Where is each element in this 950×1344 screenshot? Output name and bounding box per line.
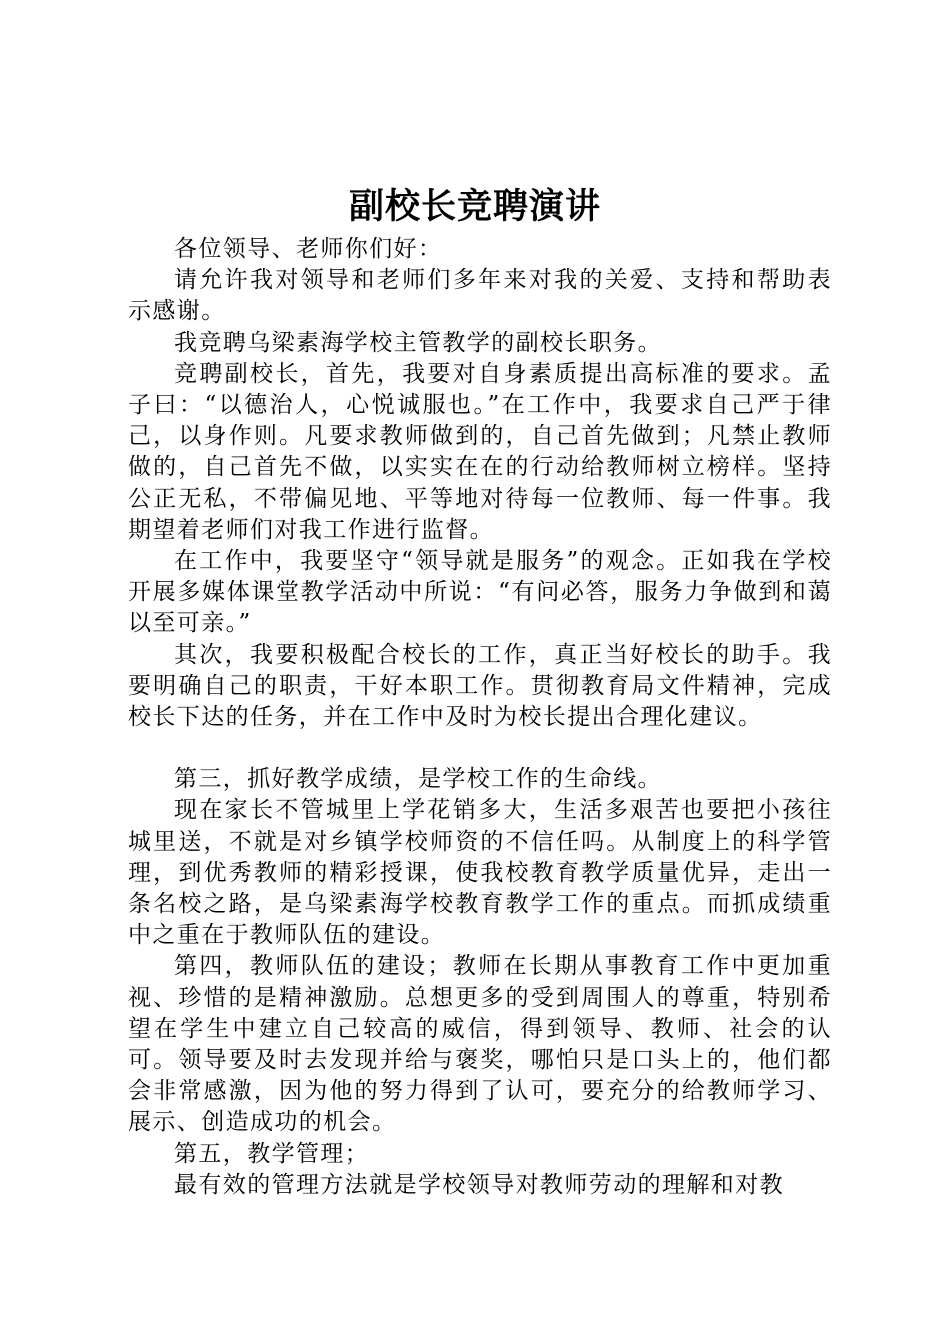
paragraph-management: 最有效的管理方法就是学校领导对教师劳动的理解和对教 (174, 1171, 784, 1198)
paragraph-position: 我竞聘乌梁素海学校主管教学的副校长职务。 (174, 329, 662, 356)
paragraph-thanks: 请允许我对领导和老师们多年来对我的关爱、支持和帮助表示感谢。 (128, 267, 832, 325)
paragraph-teaching-quality: 现在家长不管城里上学花销多大，生活多艰苦也要把小孩往城里送，不就是对乡镇学校师资的不信任吗。从制度上的科学管理，到优秀教师的精彩授课，使我校教育教学质量优异，走出一条名校之路，是乌梁素海学校教育教学工作的重点。而抓成绩重中之重在于教师队伍的建设。 (128, 797, 832, 949)
paragraph-fifth-point: 第五，教学管理； (174, 1140, 370, 1167)
paragraph-first-point: 竞聘副校长，首先，我要对自身素质提出高标准的要求。孟子曰：“以德治人，心悦诚服也。”在工作中，我要求自己严于律己，以身作则。凡要求教师做到的，自己首先做到；凡禁止教师做的，自己首先不做，以实实在在的行动给教师树立榜样。坚持公正无私，不带偏见地、平等地对待每一位教师、每一件事。我期望着老师们对我工作进行监督。 (128, 360, 832, 543)
paragraph-greeting: 各位领导、老师你们好： (174, 236, 443, 262)
paragraph-service: 在工作中，我要坚守“领导就是服务”的观念。正如我在学校开展多媒体课堂教学活动中所说：“有问必答，服务力争做到和蔼以至可亲。” (128, 548, 832, 637)
document-title: 副校长竞聘演讲 (348, 187, 601, 227)
paragraph-fourth-point: 第四，教师队伍的建设；教师在长期从事教育工作中更加重视、珍惜的是精神激励。总想更多的受到周围人的尊重，特别希望在学生中建立自己较高的威信，得到领导、教师、社会的认可。领导要及时去发现并给与褒奖，哪怕只是口头上的，他们都会非常感激，因为他的努力得到了认可，要充分的给教师学习、展示、创造成功的机会。 (128, 953, 832, 1136)
paragraph-second-point: 其次，我要积极配合校长的工作，真正当好校长的助手。我要明确自己的职责，干好本职工作。贯彻教育局文件精神，完成校长下达的任务，并在工作中及时为校长提出合理化建议。 (128, 641, 832, 731)
paragraph-third-point: 第三，抓好教学成绩，是学校工作的生命线。 (174, 766, 662, 793)
document-body (128, 234, 832, 1201)
